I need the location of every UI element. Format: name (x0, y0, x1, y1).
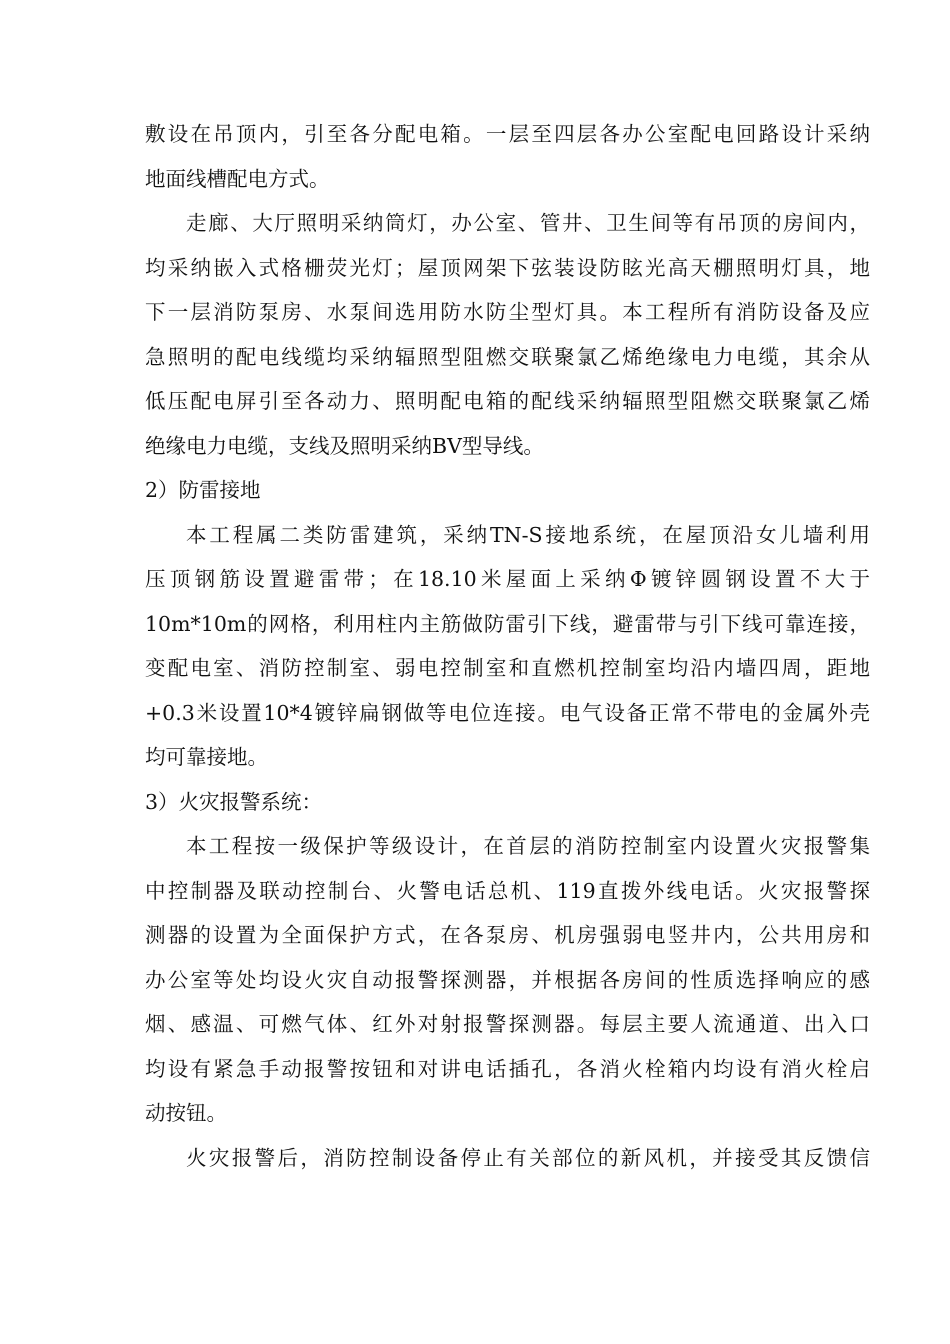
body-line: 测器的设置为全面保护方式，在各泵房、机房强弱电竖井内，公共用房和 (145, 923, 870, 947)
body-line: 10m*10m的网格，利用柱内主筋做防雷引下线，避雷带与引下线可靠连接， (145, 611, 870, 636)
body-line: 办公室等处均设火灾自动报警探测器，并根据各房间的性质选择响应的感 (145, 967, 870, 992)
body-line: 均采纳嵌入式格栅荧光灯；屋顶网架下弦装设防眩光高天棚照明灯具，地 (145, 255, 870, 280)
body-line: 烟、感温、可燃气体、红外对射报警探测器。每层主要人流通道、出入口 (145, 1012, 870, 1036)
paragraph-start-line: 本工程按一级保护等级设计，在首层的消防控制室内设置火灾报警集 (186, 834, 870, 858)
body-line: 均可靠接地。 (145, 745, 268, 769)
body-line: +0.3米设置10*4镀锌扁钢做等电位连接。电气设备正常不带电的金属外壳 (145, 700, 870, 725)
body-line: 压顶钢筋设置避雷带；在18.10米屋面上采纳Φ镀锌圆钢设置不大于 (145, 567, 870, 591)
body-line: 均设有紧急手动报警按钮和对讲电话插孔，各消火栓箱内均设有消火栓启 (145, 1056, 870, 1081)
section-heading-lightning: 2）防雷接地 (145, 478, 261, 502)
body-line: 下一层消防泵房、水泵间选用防水防尘型灯具。本工程所有消防设备及应 (145, 300, 870, 324)
body-line: 绝缘电力电缆，支线及照明采纳BV型导线。 (145, 433, 544, 458)
body-line: 动按钮。 (145, 1101, 227, 1125)
body-line: 低压配电屏引至各动力、照明配电箱的配线采纳辐照型阻燃交联聚氯乙烯 (145, 389, 870, 413)
paragraph-start-line: 火灾报警后，消防控制设备停止有关部位的新风机，并接受其反馈信 (186, 1145, 870, 1170)
body-line: 变配电室、消防控制室、弱电控制室和直燃机控制室均沿内墙四周，距地 (145, 656, 870, 680)
paragraph-start-line: 本工程属二类防雷建筑，采纳TN-S接地系统，在屋顶沿女儿墙利用 (186, 522, 870, 547)
body-line: 急照明的配电线缆均采纳辐照型阻燃交联聚氯乙烯绝缘电力电缆，其余从 (145, 344, 870, 369)
document-page (145, 112, 870, 1180)
body-line: 中控制器及联动控制台、火警电话总机、119直拨外线电话。火灾报警探 (145, 878, 870, 903)
paragraph-start-line: 走廊、大厅照明采纳筒灯，办公室、管井、卫生间等有吊顶的房间内， (186, 211, 870, 235)
body-line: 敷设在吊顶内，引至各分配电箱。一层至四层各办公室配电回路设计采纳 (145, 122, 870, 146)
section-heading-fire-alarm: 3）火灾报警系统： (145, 789, 323, 814)
body-line: 地面线槽配电方式。 (145, 166, 330, 191)
